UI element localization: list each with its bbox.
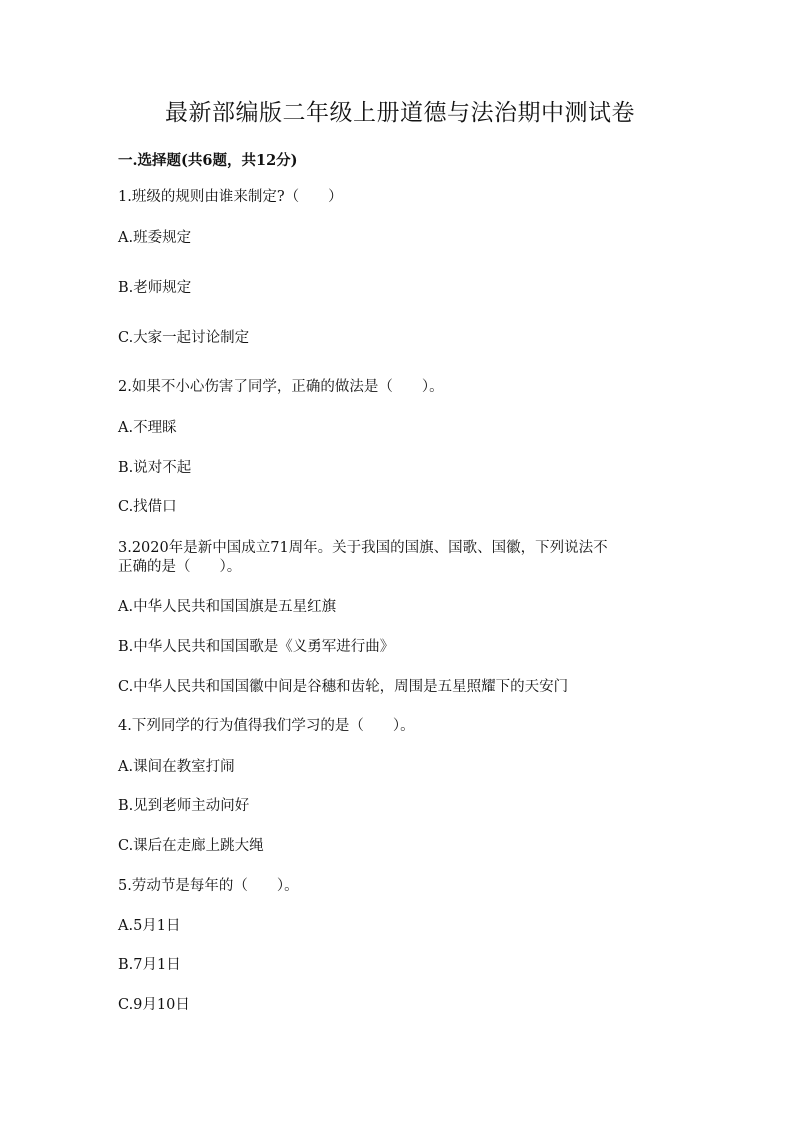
question-5-option-a: A.5月1日	[118, 918, 181, 934]
question-3-stem-line2: 正确的是（ ）。	[118, 559, 242, 575]
question-2-stem: 2.如果不小心伤害了同学，正确的做法是（ ）。	[118, 379, 444, 395]
question-5-stem: 5.劳动节是每年的（ ）。	[118, 878, 299, 894]
question-2-option-c: C.找借口	[118, 499, 177, 515]
section-heading: 一.选择题(共6题，共12分)	[118, 152, 298, 169]
question-4-option-b: B.见到老师主动问好	[118, 798, 250, 814]
page-title: 最新部编版二年级上册道德与法治期中测试卷	[165, 100, 635, 126]
question-4-option-c: C.课后在走廊上跳大绳	[118, 838, 264, 854]
question-1-option-c: C.大家一起讨论制定	[118, 330, 250, 346]
question-4-stem: 4.下列同学的行为值得我们学习的是（ ）。	[118, 718, 415, 734]
question-1-stem: 1.班级的规则由谁来制定?（ ）	[118, 189, 343, 205]
question-2-option-b: B.说对不起	[118, 460, 192, 476]
question-3-option-a: A.中华人民共和国国旗是五星红旗	[118, 599, 337, 615]
question-3-option-c: C.中华人民共和国国徽中间是谷穗和齿轮，周围是五星照耀下的天安门	[118, 679, 569, 695]
question-1-option-a: A.班委规定	[118, 230, 192, 246]
question-2-option-a: A.不理睬	[118, 420, 177, 436]
question-5-option-c: C.9月10日	[118, 997, 190, 1013]
question-4-option-a: A.课间在教室打闹	[118, 759, 235, 775]
question-3-stem-line1: 3.2020年是新中国成立71周年。关于我国的国旗、国歌、国徽，下列说法不	[118, 540, 608, 556]
question-3-option-b: B.中华人民共和国国歌是《义勇军进行曲》	[118, 639, 395, 655]
question-1-option-b: B.老师规定	[118, 280, 192, 296]
question-5-option-b: B.7月1日	[118, 957, 181, 973]
